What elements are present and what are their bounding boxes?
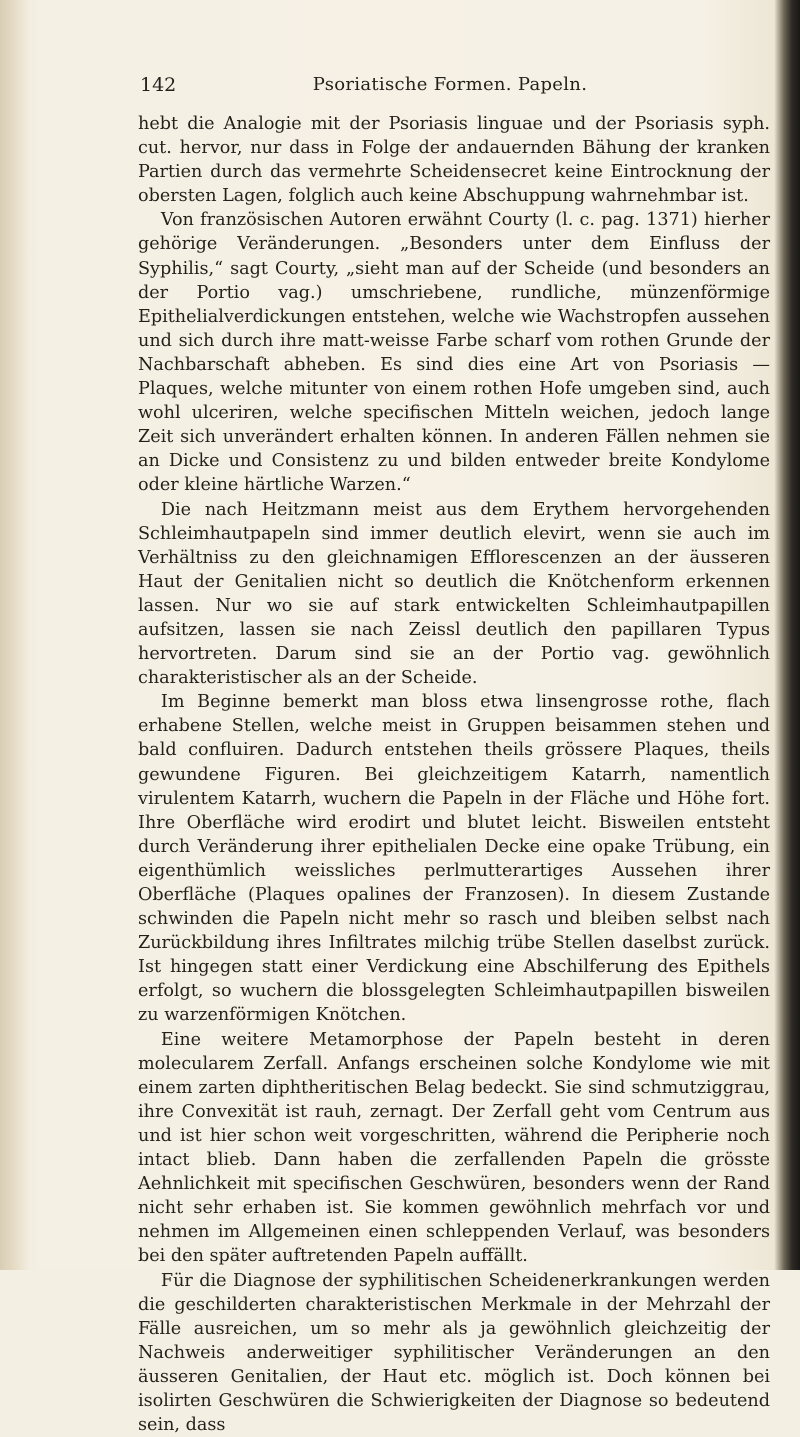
page-edge-shadow — [774, 0, 800, 1270]
page-header — [120, 74, 780, 98]
body-text — [138, 112, 770, 1437]
page-gutter — [0, 0, 28, 1270]
paragraph: Eine weitere Metamorphose der Papeln besteht in deren molecularem Zerfall. Anfangs erscheinen solche Kondylome wie mit einem zarten diphtheritischen Belag bedeckt. Sie sind schmutziggrau, ihre Convexität ist rauh, zernagt. Der Zerfall geht vom Centrum aus und ist hier schon weit vorgeschritten, während die Peripherie noch intact blieb. Dann haben die zerfallenden Papeln die grösste Aehnlichkeit mit specifischen Geschwüren, besonders wenn der Rand nicht sehr erhaben ist. Sie kommen gewöhnlich mehrfach vor und nehmen im Allgemeinen einen schleppenden Verlauf, was besonders bei den später auftretenden Papeln auffällt. — [138, 1028, 770, 1269]
paragraph: Im Beginne bemerkt man bloss etwa linsengrosse rothe, flach erhabene Stellen, welche meist in Gruppen beisammen stehen und bald confluiren. Dadurch entstehen theils grössere Plaques, theils gewundene Figuren. Bei gleichzeitigem Katarrh, namentlich virulentem Katarrh, wuchern die Papeln in der Fläche und Höhe fort. Ihre Oberfläche wird erodirt und blutet leicht. Bisweilen entsteht durch Veränderung ihrer epithelialen Decke eine opake Trübung, ein eigenthümlich weissliches perlmutterartiges Aussehen ihrer Oberfläche (Plaques opalines der Franzosen). In diesem Zustande schwinden die Papeln nicht mehr so rasch und bleiben selbst nach Zurückbildung ihres Infiltrates milchig trübe Stellen daselbst zurück. Ist hingegen statt einer Verdickung eine Abschilferung des Epithels erfolgt, so wuchern die blossgelegten Schleimhautpapillen bisweilen zu warzenförmigen Knötchen. — [138, 690, 770, 1027]
paragraph: hebt die Analogie mit der Psoriasis linguae und der Psoriasis syph. cut. hervor, nur dass in Folge der andauernden Bähung der kranken Partien durch das vermehrte Scheidensecret keine Eintrocknung der obersten Lagen, folglich auch keine Abschuppung wahrnehmbar ist. — [138, 112, 770, 208]
paragraph: Von französischen Autoren erwähnt Courty (l. c. pag. 1371) hierher gehörige Veränderungen. „Besonders unter dem Einfluss der Syphilis,“ sagt Courty, „sieht man auf der Scheide (und besonders an der Portio vag.) umschriebene, rundliche, münzenförmige Epithelialverdickungen entstehen, welche wie Wachstropfen aussehen und sich durch ihre matt-weisse Farbe scharf vom rothen Grunde der Nachbarschaft abheben. Es sind dies eine Art von Psoriasis — Plaques, welche mitunter von einem rothen Hofe umgeben sind, auch wohl ulceriren, welche specifischen Mitteln weichen, jedoch lange Zeit sich unverändert erhalten können. In anderen Fällen nehmen sie an Dicke und Consistenz zu und bilden entweder breite Kondylome oder kleine härtliche Warzen.“ — [138, 208, 770, 497]
page-number: 142 — [140, 74, 176, 96]
paragraph: Für die Diagnose der syphilitischen Scheidenerkrankungen werden die geschilderten charakteristischen Merkmale in der Mehrzahl der Fälle ausreichen, um so mehr als ja gewöhnlich gleichzeitig der Nachweis anderweitiger syphilitischer Veränderungen an den äusseren Genitalien, der Haut etc. möglich ist. Doch können bei isolirten Geschwüren die Schwierigkeiten der Diagnose so bedeutend sein, dass — [138, 1269, 770, 1437]
running-title: Psoriatische Formen. Papeln. — [120, 74, 780, 95]
paragraph: Die nach Heitzmann meist aus dem Erythem hervorgehenden Schleimhautpapeln sind immer deutlich elevirt, wenn sie auch im Verhältniss zu den gleichnamigen Efflorescenzen an der äusseren Haut der Genitalien nicht so deutlich die Knötchenform erkennen lassen. Nur wo sie auf stark entwickelten Schleimhautpapillen aufsitzen, lassen sie nach Zeissl deutlich den papillaren Typus hervortreten. Darum sind sie an der Portio vag. gewöhnlich charakteristischer als an der Scheide. — [138, 498, 770, 691]
